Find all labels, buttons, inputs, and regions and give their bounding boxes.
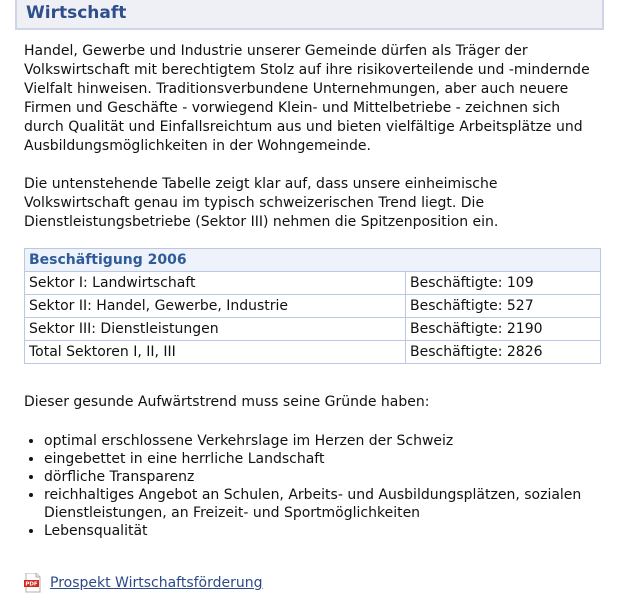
employees-cell: Beschäftigte: 2190 xyxy=(406,318,601,341)
reasons-intro: Dieser gesunde Aufwärtstrend muss seine Gründe haben: xyxy=(24,394,430,410)
content xyxy=(24,42,604,232)
reasons-list xyxy=(24,432,599,540)
title-bar xyxy=(15,0,604,30)
employees-cell: Beschäftigte: 527 xyxy=(406,295,601,318)
table-paragraph: Die untenstehende Tabelle zeigt klar auf, dass unsere einheimische Volkswirtschaft genau im typisch schweizerischen Trend liegt. Die Dienstleistungsbetriebe (Sektor III) nehmen die Spitzenposition ein. xyxy=(24,176,499,230)
employees-cell: Beschäftigte: 2826 xyxy=(406,341,601,364)
table-row xyxy=(25,272,601,295)
table-row xyxy=(25,295,601,318)
sector-cell: Sektor III: Dienstleistungen xyxy=(25,318,406,341)
list-item: • Lebensqualität xyxy=(44,522,599,540)
pdf-link-label[interactable]: Prospekt Wirtschaftsförderung xyxy=(50,575,263,591)
table-row xyxy=(25,318,601,341)
table-header-row xyxy=(25,249,601,272)
table-heading: Beschäftigung 2006 xyxy=(25,249,601,272)
list-item: • eingebettet in eine herrliche Landschaft xyxy=(44,450,599,468)
sector-cell: Total Sektoren I, II, III xyxy=(25,341,406,364)
table-row xyxy=(25,341,601,364)
sector-cell: Sektor I: Landwirtschaft xyxy=(25,272,406,295)
list-item: • reichhaltiges Angebot an Schulen, Arbeits- und Ausbildungsplätzen, sozialen Dienstleistungen, an Freizeit- und Sportmöglichkeiten xyxy=(44,486,599,522)
intro-paragraph: Handel, Gewerbe und Industrie unserer Gemeinde dürfen als Träger der Volkswirtschaft mit berechtigtem Stolz auf ihre risikoverteilende und -mindernde Vielfalt hinweisen. Traditionsverbundene Unternehmungen, aber auch neuere Firmen und Geschäfte - vorwiegend Klein- und Mittelbetriebe - zeichnen sich durch Qualität und Einfallsreichtum aus und bieten vielfältige Arbeitsplätze und Ausbildungsmöglichkeiten in der Wohngemeinde. xyxy=(24,43,590,154)
employment-table xyxy=(24,248,601,364)
pdf-icon-label: PDF xyxy=(25,581,38,588)
page-title: Wirtschaft xyxy=(26,3,127,23)
pdf-icon xyxy=(24,573,42,593)
pdf-download-link[interactable] xyxy=(24,573,263,593)
sector-cell: Sektor II: Handel, Gewerbe, Industrie xyxy=(25,295,406,318)
list-item: • optimal erschlossene Verkehrslage im Herzen der Schweiz xyxy=(44,432,599,450)
employees-cell: Beschäftigte: 109 xyxy=(406,272,601,295)
list-item: • dörfliche Transparenz xyxy=(44,468,599,486)
